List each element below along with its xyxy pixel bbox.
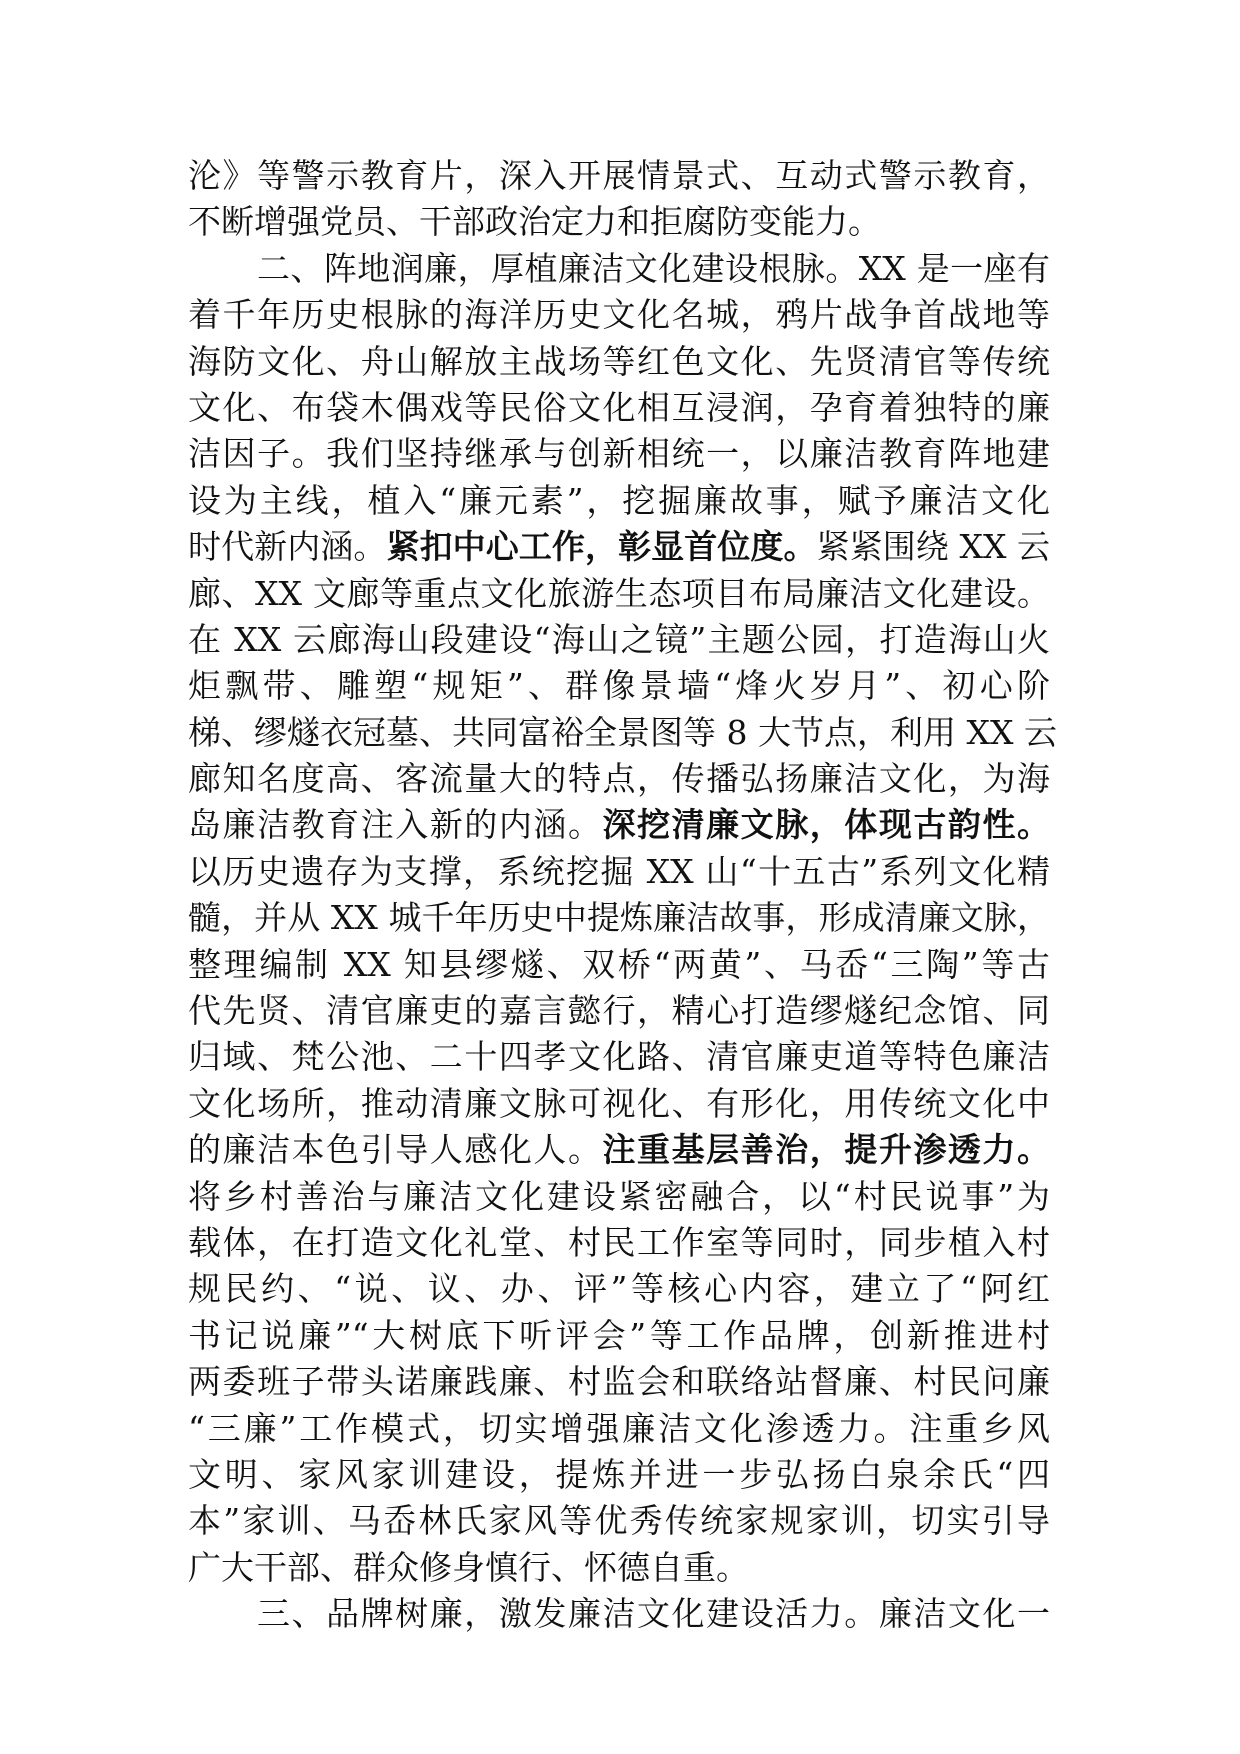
text-line — [188, 199, 1050, 245]
body-text: 将乡村善治与廉洁文化建设紧密融合，以“村民说事”为 — [188, 1176, 1050, 1216]
body-text: 载体，在打造文化礼堂、村民工作室等同时，同步植入村 — [188, 1222, 1050, 1262]
body-text: 文化、布袋木偶戏等民俗文化相互浸润，孕育着独特的廉 — [188, 387, 1050, 427]
text-line — [188, 710, 1057, 756]
body-text: 整理编制 XX 知县缪燧、双桥“两黄”、马岙“三陶”等古 — [188, 944, 1050, 984]
body-text: 洁因子。我们坚持继承与创新相统一，以廉洁教育阵地建 — [188, 434, 1050, 474]
text-line — [188, 385, 1050, 431]
text-line — [188, 1452, 1050, 1498]
body-text: “三廉”工作模式，切实增强廉洁文化渗透力。注重乡风 — [188, 1408, 1050, 1448]
body-text: 三、品牌树廉，激发廉洁文化建设活力。廉洁文化一 — [257, 1594, 1050, 1634]
body-text: 髓，并从 XX 城千年历史中提炼廉洁故事，形成清廉文脉， — [188, 898, 1050, 938]
text-line — [188, 1545, 1050, 1591]
body-text: 梯、缪燧衣冠墓、共同富裕全景图等 8 大节点，利用 XX 云 — [188, 712, 1057, 752]
document-body — [188, 153, 1057, 1638]
body-text: 规民约、“说、议、办、评”等核心内容，建立了“阿红 — [188, 1269, 1050, 1309]
body-text: 岛廉洁教育注入新的内涵。 — [188, 805, 603, 845]
text-line — [188, 1313, 1050, 1359]
body-text: 廊知名度高、客流量大的特点，传播弘扬廉洁文化，为海 — [188, 759, 1050, 799]
text-line — [188, 431, 1050, 477]
text-line — [188, 1220, 1050, 1266]
text-line — [188, 942, 1050, 988]
text-line — [188, 1359, 1050, 1405]
body-text: 两委班子带头诺廉践廉、村监会和联络站督廉、村民问廉 — [188, 1362, 1050, 1402]
bold-heading-text: 深挖清廉文脉，体现古韵性。 — [602, 805, 1051, 845]
body-text: 代先贤、清官廉吏的嘉言懿行，精心打造缪燧纪念馆、同 — [188, 991, 1050, 1031]
paragraph — [188, 1591, 1050, 1637]
paragraph — [188, 153, 1050, 246]
text-line — [188, 663, 1050, 709]
body-text: 的廉洁本色引导人感化人。 — [188, 1130, 603, 1170]
body-text: 在 XX 云廊海山段建设“海山之镜”主题公园，打造海山火 — [188, 619, 1050, 659]
body-text: 广大干部、群众修身慎行、怀德自重。 — [188, 1547, 749, 1587]
text-line — [188, 524, 1050, 570]
text-line — [188, 153, 1050, 199]
text-line — [188, 1127, 1050, 1173]
text-line — [188, 756, 1050, 802]
body-text: 设为主线，植入“廉元素”，挖掘廉故事，赋予廉洁文化 — [188, 480, 1050, 520]
paragraph — [188, 246, 1057, 1591]
body-text: 文化场所，推动清廉文脉可视化、有形化，用传统文化中 — [188, 1083, 1050, 1123]
body-text: 炬飘带、雕塑“规矩”、群像景墙“烽火岁月”、初心阶 — [188, 666, 1050, 706]
body-text: 海防文化、舟山解放主战场等红色文化、先贤清官等传统 — [188, 341, 1050, 381]
text-line — [188, 571, 1050, 617]
body-text: 沦》等警示教育片，深入开展情景式、互动式警示教育， — [188, 156, 1050, 195]
text-line — [188, 1081, 1050, 1127]
body-text: 文明、家风家训建设，提炼并进一步弘扬白泉余氏“四 — [188, 1454, 1050, 1494]
text-line — [188, 1174, 1050, 1220]
text-line — [188, 1266, 1050, 1312]
text-line — [188, 802, 1050, 848]
body-text: 归域、梵公池、二十四孝文化路、清官廉吏道等特色廉洁 — [188, 1037, 1050, 1077]
bold-heading-text: 紧扣中心工作，彰显首位度。 — [386, 527, 817, 567]
text-line — [188, 478, 1050, 524]
text-line — [188, 1591, 1050, 1637]
text-line — [188, 339, 1050, 385]
body-text: 廊、XX 文廊等重点文化旅游生态项目布局廉洁文化建设。 — [188, 573, 1050, 613]
text-line — [188, 895, 1050, 941]
body-text: 时代新内涵。 — [188, 527, 387, 567]
body-text: 不断增强党员、干部政治定力和拒腐防变能力。 — [188, 202, 881, 242]
body-text: 着千年历史根脉的海洋历史文化名城，鸦片战争首战地等 — [188, 295, 1050, 335]
body-text: 紧紧围绕 XX 云 — [816, 527, 1051, 567]
bold-heading-text: 注重基层善治，提升渗透力。 — [602, 1130, 1051, 1170]
text-line — [188, 1034, 1050, 1080]
text-line — [188, 1498, 1050, 1544]
text-line — [188, 292, 1050, 338]
body-text: 书记说廉”“大树底下听评会”等工作品牌，创新推进村 — [188, 1315, 1050, 1355]
text-line — [188, 849, 1050, 895]
text-line — [188, 617, 1050, 663]
body-text: 以历史遗存为支撑，系统挖掘 XX 山“十五古”系列文化精 — [188, 851, 1050, 891]
body-text: 本”家训、马岙林氏家风等优秀传统家规家训，切实引导 — [188, 1501, 1050, 1541]
text-line — [188, 988, 1050, 1034]
body-text: 二、阵地润廉，厚植廉洁文化建设根脉。XX 是一座有 — [257, 248, 1050, 288]
text-line — [188, 246, 1050, 292]
text-line — [188, 1406, 1050, 1452]
